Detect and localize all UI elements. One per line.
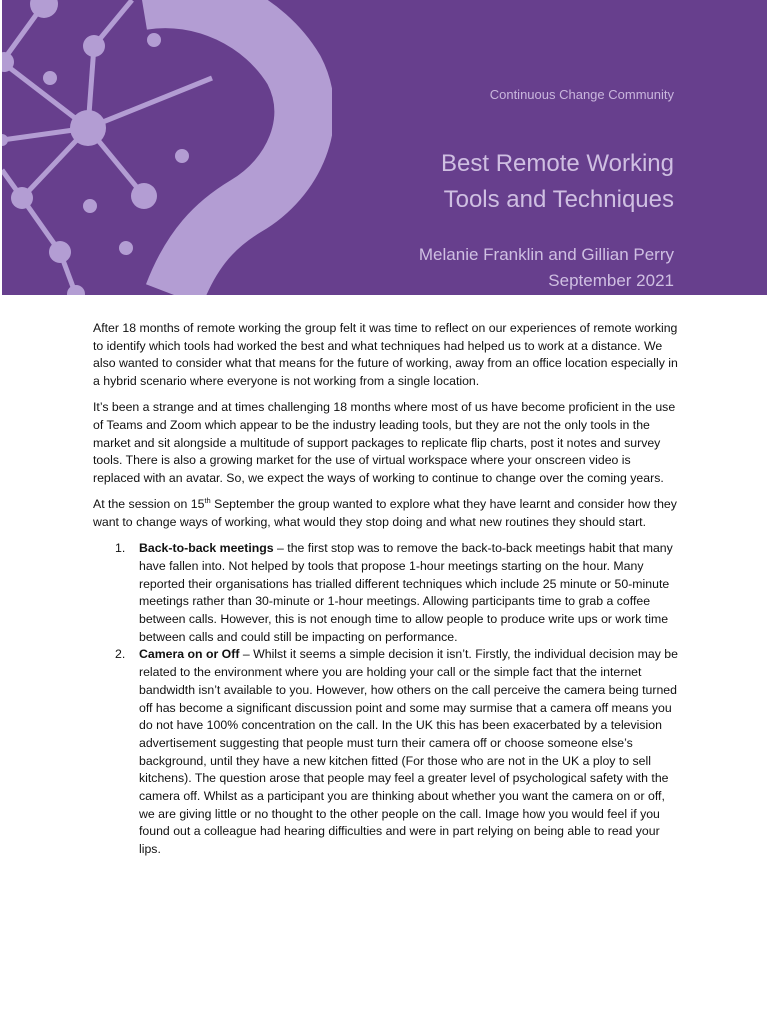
intro-paragraph-2: It’s been a strange and at times challenging 18 months where most of us have become proficient in the use of Teams and Zoom which appear to be the industry leading tools, but they are not the only tools in the market and sit alongside a multitude of support packages to replicate flip charts, post it notes and survey tools. There is also a growing market for the use of virtual workspace where your onscreen video is replaced with an avatar. So, we expect the ways of working to continue to change over the coming years. — [93, 400, 676, 486]
author-block — [419, 242, 674, 294]
list-item-heading: Back-to-back meetings — [139, 541, 274, 556]
intro-paragraph-1: After 18 months of remote working the group felt it was time to reflect on our experiences of remote working to identify which tools had worked the best and what techniques had helped us to work at a distance. We also wanted to consider what that means for the future of working, away from an office location especially in a hybrid scenario where everyone is not working from a single location. — [93, 321, 678, 389]
network-question-mark-illustration — [2, 0, 332, 295]
list-item-text: – Whilst it seems a simple decision it isn’t. Firstly, the individual decision may be related to the environment where you are holding your call or the simple fact that the internet bandwidth isn’t available to you. However, how others on the call perceive the camera being turned off has become a significant discussion point and some may surmise that a camera off means you do not have 100% concentration on the call. In the UK this has been exacerbated by a television advertisement suggesting that people must turn their camera off or choose someone else’s background, until they have a new kitchen fitted (For those who are not in the UK a ploy to sell kitchens). The question arose that people may feel a greater level of psychological safety with the camera off. Whilst as a participant you are thinking about whether you want the camera on or off, we are giving little or no thought to the other people on the call. Image how you would feel if you found out a colleague had hearing difficulties and were in part relying on being able to read your lips. — [139, 647, 678, 857]
list-item-text: – the first stop was to remove the back-to-back meetings habit that many have fallen into. Not helped by tools that propose 1-hour meetings starting on the hour. Many reported their organisations has trialled different techniques which include 25 minute or 50-minute meetings rather than 30-minute or 1-hour meetings. Allowing participants time to grab a coffee between calls. However, this is not enough time to allow people to produce write ups or work time between calls and could still be impacting on performance. — [139, 541, 673, 644]
publication-date: September 2021 — [548, 271, 674, 290]
document-body — [93, 320, 678, 859]
session-text-end: September the group wanted to explore what they have learnt and consider how they want to change ways of working, what would they stop doing and what new routines they should start. — [93, 497, 677, 530]
document-title — [441, 146, 674, 218]
ordinal-superscript: th — [204, 496, 211, 506]
title-line-1: Best Remote Working — [441, 150, 674, 177]
list-item-number: 1. — [115, 541, 126, 556]
title-line-2: Tools and Techniques — [443, 186, 674, 213]
list-item — [93, 540, 678, 646]
session-text-start: At the session on 15 — [93, 497, 205, 512]
cover-banner — [2, 0, 767, 295]
list-item — [93, 646, 678, 858]
list-item-heading: Camera on or Off — [139, 647, 240, 662]
community-label: Continuous Change Community — [489, 87, 674, 102]
authors: Melanie Franklin and Gillian Perry — [418, 245, 674, 264]
session-paragraph — [93, 496, 678, 531]
findings-list — [93, 540, 678, 859]
list-item-number: 2. — [115, 647, 126, 662]
